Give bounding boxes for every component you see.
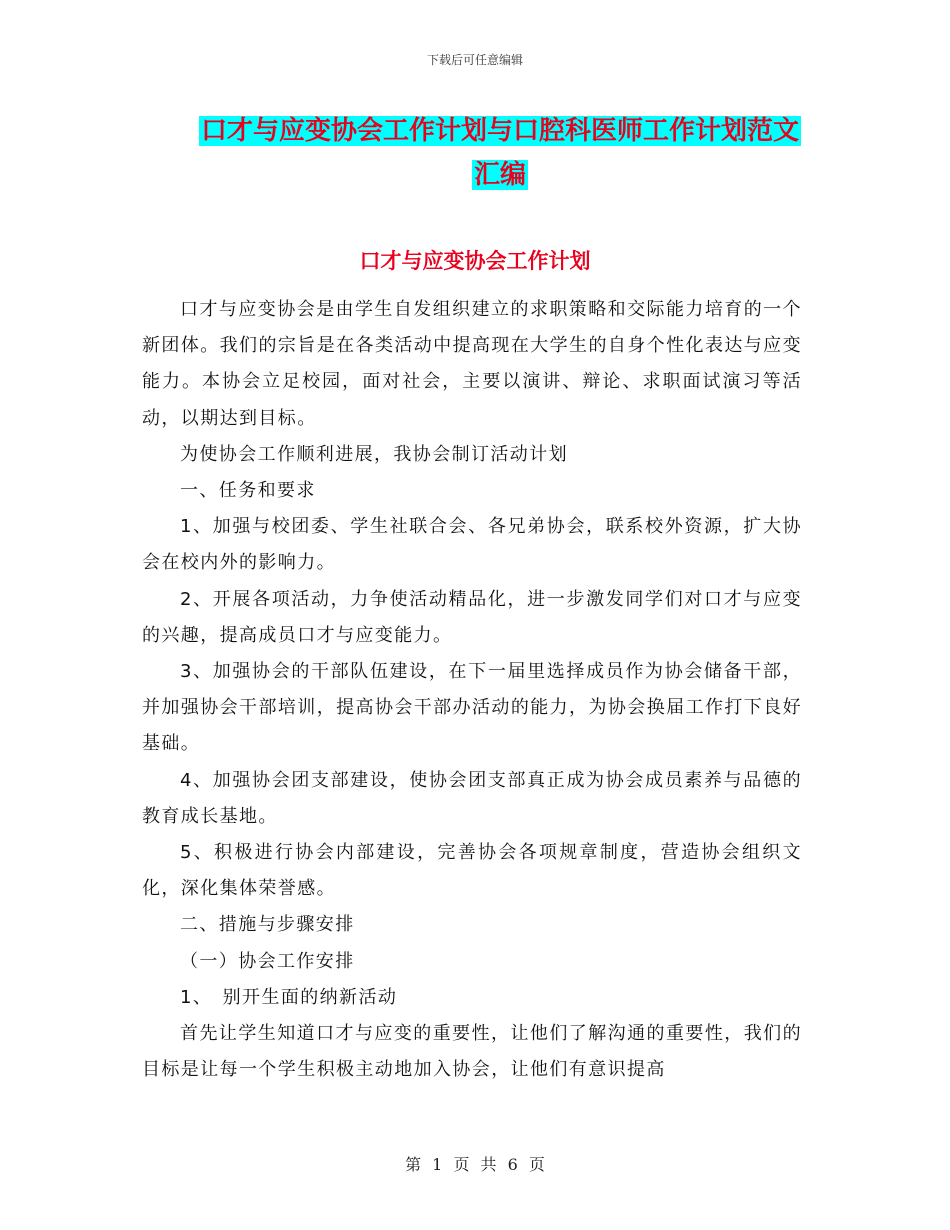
- list-item-task-3: 3、加强协会的干部队伍建设，在下一届里选择成员作为协会储备干部，并加强协会干部培训，提高协会干部办活动的能力，为协会换届工作打下良好基础。: [142, 661, 802, 755]
- list-item-task-5: 5、积极进行协会内部建设，完善协会各项规章制度，营造协会组织文化，深化集体荣誉感。: [142, 842, 802, 900]
- document-title-line2: 汇编: [473, 160, 526, 190]
- heading-measures: 二、措施与步骤安排: [180, 914, 355, 936]
- paragraph-intro: 口才与应变协会是由学生自发组织建立的求职策略和交际能力培育的一个新团体。我们的宗旨是在各类活动中提高现在大学生的自身个性化表达与应变能力。本协会立足校园，面对社会，主要以演讲、辩论、求职面试演习等活动，以期达到目标。: [142, 299, 802, 429]
- heading-tasks: 一、任务和要求: [180, 480, 316, 502]
- list-item-task-4: 4、加强协会团支部建设，使协会团支部真正成为协会成员素养与品德的教育成长基地。: [142, 769, 802, 827]
- page-number: 第 1 页 共 6 页: [405, 1155, 545, 1174]
- document-body: [142, 292, 802, 1088]
- document-title: [150, 109, 850, 197]
- page-header-note: 下载后可任意编辑: [426, 53, 523, 67]
- subheading-work-arrangement: （一）协会工作安排: [180, 950, 355, 972]
- list-item-recruitment: 1、 别开生面的纳新活动: [180, 986, 398, 1008]
- paragraph-recruitment-detail: 首先让学生知道口才与应变的重要性，让他们了解沟通的重要性，我们的目标是让每一个学生积极主动地加入协会，让他们有意识提高: [142, 1023, 802, 1081]
- paragraph-plan-statement: 为使协会工作顺利进展，我协会制订活动计划: [180, 443, 568, 465]
- document-title-line1: 口才与应变协会工作计划与口腔科医师工作计划范文: [200, 116, 799, 146]
- section-title: 口才与应变协会工作计划: [359, 248, 591, 273]
- list-item-task-1: 1、加强与校团委、学生社联合会、各兄弟协会，联系校外资源，扩大协会在校内外的影响力。: [142, 516, 802, 574]
- list-item-task-2: 2、开展各项活动，力争使活动精品化，进一步激发同学们对口才与应变的兴趣，提高成员口才与应变能力。: [142, 588, 802, 646]
